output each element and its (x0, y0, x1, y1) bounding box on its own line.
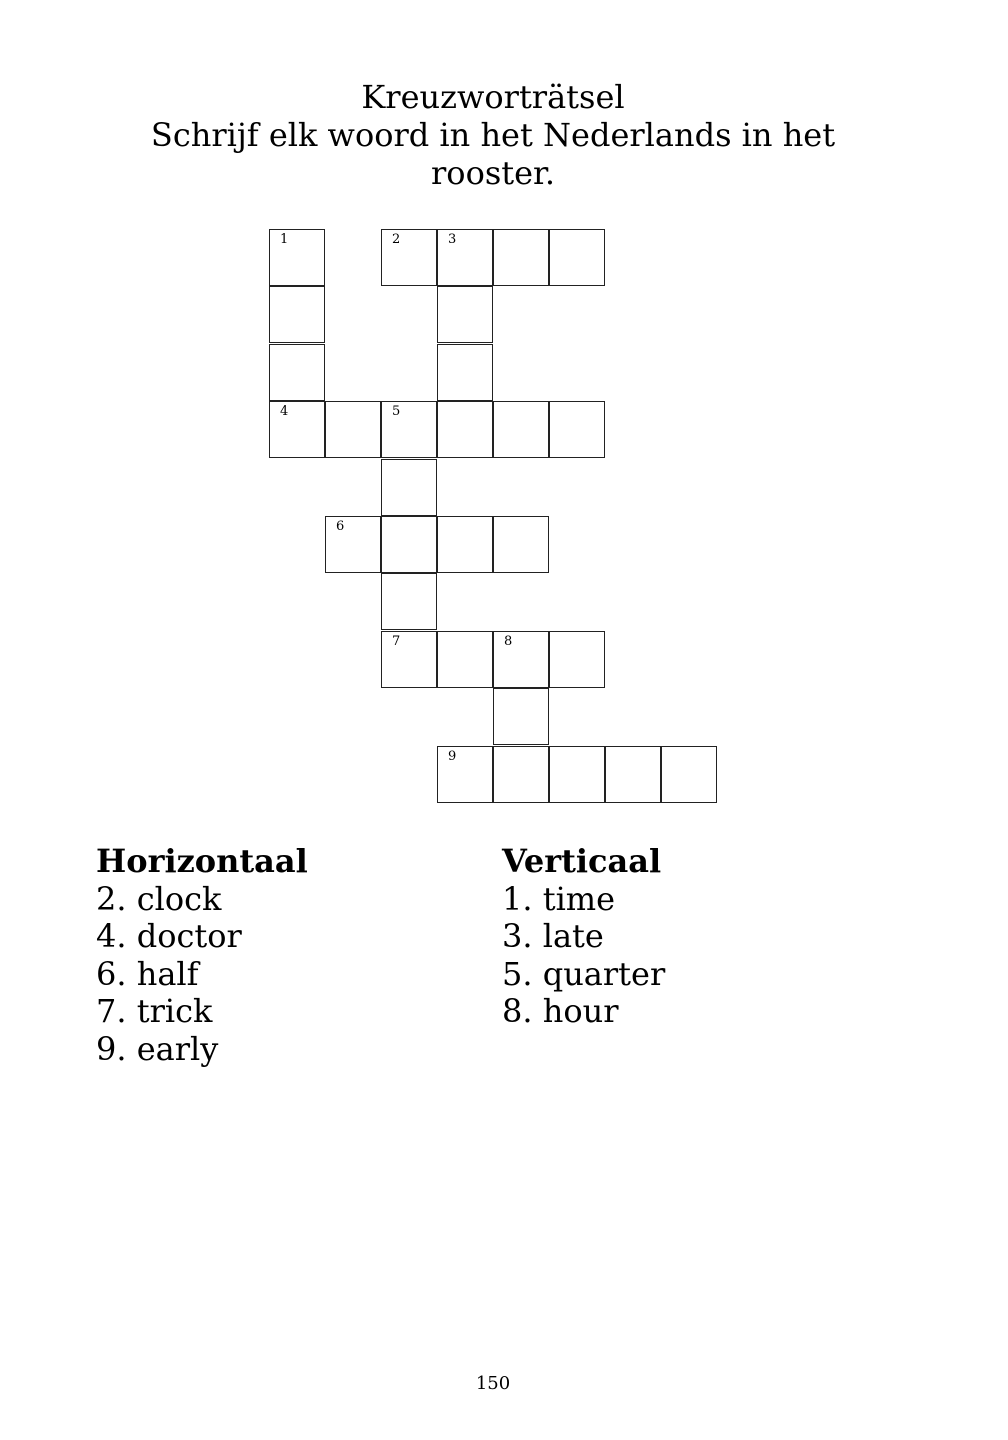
grid-cell[interactable] (269, 286, 325, 343)
clue-number: 9 (448, 748, 457, 764)
grid-cell[interactable] (269, 229, 325, 286)
down-clue: 8. hour (502, 992, 619, 1030)
grid-cell[interactable] (437, 344, 493, 401)
puzzle-instruction: Schrijf elk woord in het Nederlands in het rooster. (150, 116, 836, 192)
grid-cell[interactable] (605, 746, 661, 803)
down-clue: 3. late (502, 917, 604, 955)
clue-number: 5 (392, 404, 401, 420)
clue-number: 6 (336, 519, 345, 534)
grid-cell[interactable] (269, 401, 325, 458)
grid-cell[interactable] (381, 631, 437, 688)
across-clues (96, 843, 308, 1068)
grid-cell[interactable] (493, 688, 549, 745)
page-number: 150 (475, 1373, 511, 1394)
grid-cell[interactable] (437, 401, 493, 458)
across-clue: 6. half (96, 954, 199, 993)
grid-cell[interactable] (437, 516, 493, 573)
clue-number: 8 (504, 633, 513, 649)
grid-cell[interactable] (493, 631, 549, 688)
clue-number: 4 (280, 404, 289, 420)
clue-number: 7 (392, 633, 401, 649)
grid-cell[interactable] (381, 229, 437, 286)
across-clue: 4. doctor (96, 917, 242, 955)
clue-number: 1 (280, 232, 289, 247)
grid-cell[interactable] (549, 401, 605, 458)
grid-cell[interactable] (493, 401, 549, 458)
grid-cell[interactable] (381, 516, 437, 573)
down-clue: 5. quarter (502, 954, 666, 993)
grid-cell[interactable] (549, 746, 605, 803)
across-clue: 7. trick (96, 992, 213, 1030)
grid-cell[interactable] (493, 516, 549, 573)
down-clues (502, 843, 665, 1031)
grid-cell[interactable] (269, 344, 325, 401)
across-heading: Horizontaal (96, 842, 308, 880)
grid-cell[interactable] (381, 459, 437, 516)
clue-number: 3 (448, 232, 457, 247)
grid-cell[interactable] (325, 516, 381, 573)
grid-cell[interactable] (437, 631, 493, 688)
grid-cell[interactable] (661, 746, 717, 803)
puzzle-title: Kreuzworträtsel (361, 78, 625, 116)
grid-cell[interactable] (437, 746, 493, 803)
grid-cell[interactable] (549, 631, 605, 688)
down-heading: Verticaal (502, 842, 662, 880)
across-clue: 9. early (96, 1029, 219, 1068)
grid-cell[interactable] (549, 229, 605, 286)
grid-cell[interactable] (437, 286, 493, 343)
grid-cell[interactable] (381, 401, 437, 458)
grid-cell[interactable] (381, 573, 437, 630)
across-clue: 2. clock (96, 879, 222, 918)
clue-number: 2 (392, 232, 401, 247)
grid-cell[interactable] (493, 229, 549, 286)
down-clue: 1. time (502, 879, 616, 918)
grid-cell[interactable] (325, 401, 381, 458)
grid-cell[interactable] (437, 229, 493, 286)
grid-cell[interactable] (493, 746, 549, 803)
